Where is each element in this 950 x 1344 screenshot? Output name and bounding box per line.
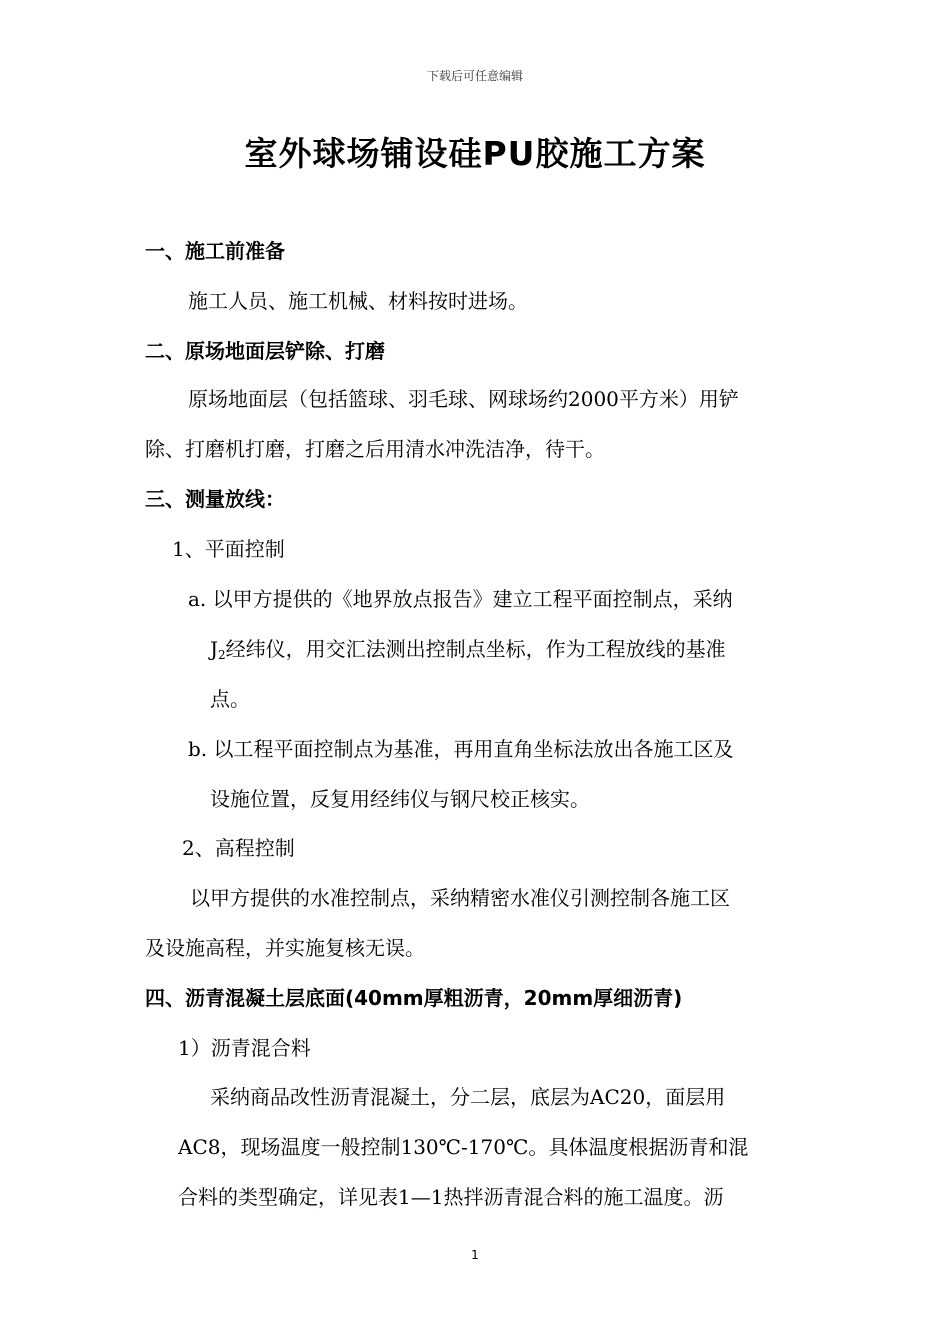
section-2-heading: 二、原场地面层铲除、打磨 [145, 339, 385, 363]
section-1-paragraph: 施工人员、施工机械、材料按时进场。 [188, 289, 528, 313]
section-4-paragraph-line-1: 采纳商品改性沥青混凝土，分二层，底层为AC20，面层用 [210, 1085, 726, 1109]
page-number: 1 [471, 1248, 479, 1262]
section-4-paragraph-line-2: AC8，现场温度一般控制130℃-170℃。具体温度根据沥青和混 [178, 1135, 749, 1159]
section-3-sub-1: 1、平面控制 [172, 537, 285, 561]
section-1-heading: 一、施工前准备 [145, 239, 285, 263]
page-header: 下载后可任意编辑 [426, 69, 523, 83]
item-a-line-2: $J_2$经纬仪，用交汇法测出控制点坐标，作为工程放线的基准 [210, 637, 726, 662]
section-3-paragraph-2-line-2: 及设施高程，并实施复核无误。 [145, 936, 425, 960]
section-3-heading: 三、测量放线： [145, 487, 285, 511]
section-4-sub-1: 1）沥青混合料 [178, 1036, 311, 1060]
item-a-line-3: 点。 [210, 687, 250, 711]
item-b-line-1: b. 以工程平面控制点为基准，再用直角坐标法放出各施工区及 [188, 737, 734, 761]
section-4-heading: 四、沥青混凝土层底面(40mm厚粗沥青，20mm厚细沥青) [145, 986, 683, 1010]
section-3-sub-2: 2、高程控制 [182, 836, 295, 860]
section-3-paragraph-2-line-1: 以甲方提供的水准控制点，采纳精密水准仪引测控制各施工区 [190, 886, 730, 910]
item-b-line-2: 设施位置，反复用经纬仪与钢尺校正核实。 [210, 787, 590, 811]
document-title: 室外球场铺设硅PU胶施工方案 [244, 134, 706, 173]
section-2-paragraph-line-1: 原场地面层（包括篮球、羽毛球、网球场约2000平方米）用铲 [188, 387, 739, 411]
section-2-paragraph-line-2: 除、打磨机打磨，打磨之后用清水冲洗洁净，待干。 [145, 437, 605, 461]
item-a-line-1: a. 以甲方提供的《地界放点报告》建立工程平面控制点，采纳 [188, 587, 733, 611]
section-4-paragraph-line-3: 合料的类型确定，详见表1—1热拌沥青混合料的施工温度。沥 [178, 1185, 724, 1209]
